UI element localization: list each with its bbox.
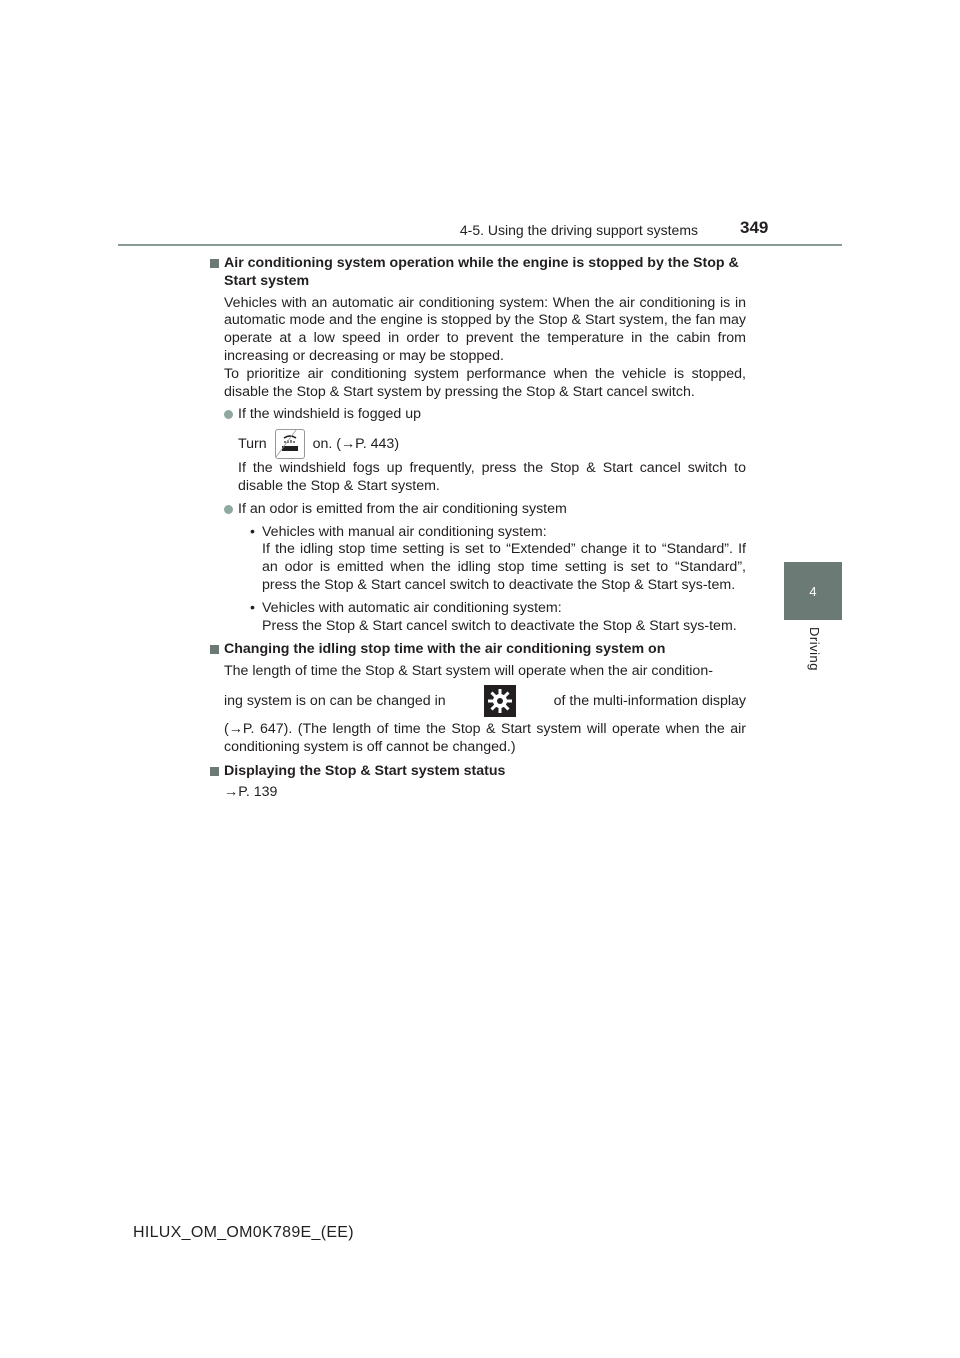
bullet-item: If the windshield is fogged up xyxy=(210,406,746,424)
sub-item: • Vehicles with manual air conditioning system: If the idling stop time setting is set to “Extended” change it to “Standard”. If an odor is emitted when the idling stop time setting is set to “Standard”, press the Stop & Start cancel switch to deactivate the Stop & Start sys-tem. xyxy=(250,523,746,593)
chapter-number: 4 xyxy=(809,583,817,599)
turn-instruction: Turn on. (→P. 443) xyxy=(210,428,746,460)
square-bullet-icon xyxy=(210,767,219,776)
page-number: 349 xyxy=(740,218,769,237)
settings-gear-icon xyxy=(484,685,516,717)
page-content xyxy=(210,255,746,802)
chapter-tab xyxy=(784,562,842,620)
section-heading: Changing the idling stop time with the air conditioning system on xyxy=(210,641,746,659)
document-code: HILUX_OM_OM0K789E_(EE) xyxy=(133,1224,354,1241)
section-heading: Air conditioning system operation while the engine is stopped by the Stop & Start system xyxy=(210,255,746,291)
chapter-label-text: Driving xyxy=(807,627,822,671)
front-defroster-icon xyxy=(275,429,305,459)
paragraph: (→P. 647). (The length of time the Stop & Start system will operate when the air conditioning system is off cannot be changed.) xyxy=(224,720,746,755)
round-bullet-icon xyxy=(224,505,233,514)
round-bullet-icon xyxy=(224,410,233,419)
square-bullet-icon xyxy=(210,259,219,268)
section-heading: Displaying the Stop & Start system status xyxy=(210,763,746,781)
paragraph: If the windshield fogs up frequently, press the Stop & Start cancel switch to disable the Stop & Start system. xyxy=(238,460,746,494)
sub-item: • Vehicles with automatic air conditioning system: Press the Stop & Start cancel switch to deactivate the Stop & Start sys-tem. xyxy=(250,599,737,634)
paragraph: The length of time the Stop & Start system will operate when the air condition- xyxy=(224,663,713,680)
chapter-label xyxy=(806,627,822,687)
paragraph: ing system is on can be changed in of the multi-information display xyxy=(210,683,746,719)
square-bullet-icon xyxy=(210,645,219,654)
paragraph: Vehicles with an automatic air conditioning system: When the air conditioning is in automatic mode and the engine is stopped by the Stop & Start system, the fan may operate at a low speed in order to prevent the temperature in the cabin from increasing or decreasing or may be stopped. xyxy=(224,294,746,364)
page-reference: →P. 139 xyxy=(224,784,278,801)
paragraph: To prioritize air conditioning system performance when the vehicle is stopped, disable the Stop & Start system by pressing the Stop & Start cancel switch. xyxy=(224,365,746,400)
section-title: 4-5. Using the driving support systems xyxy=(459,222,698,238)
bullet-item: If an odor is emitted from the air conditioning system xyxy=(210,501,746,519)
header-rule xyxy=(118,244,842,246)
